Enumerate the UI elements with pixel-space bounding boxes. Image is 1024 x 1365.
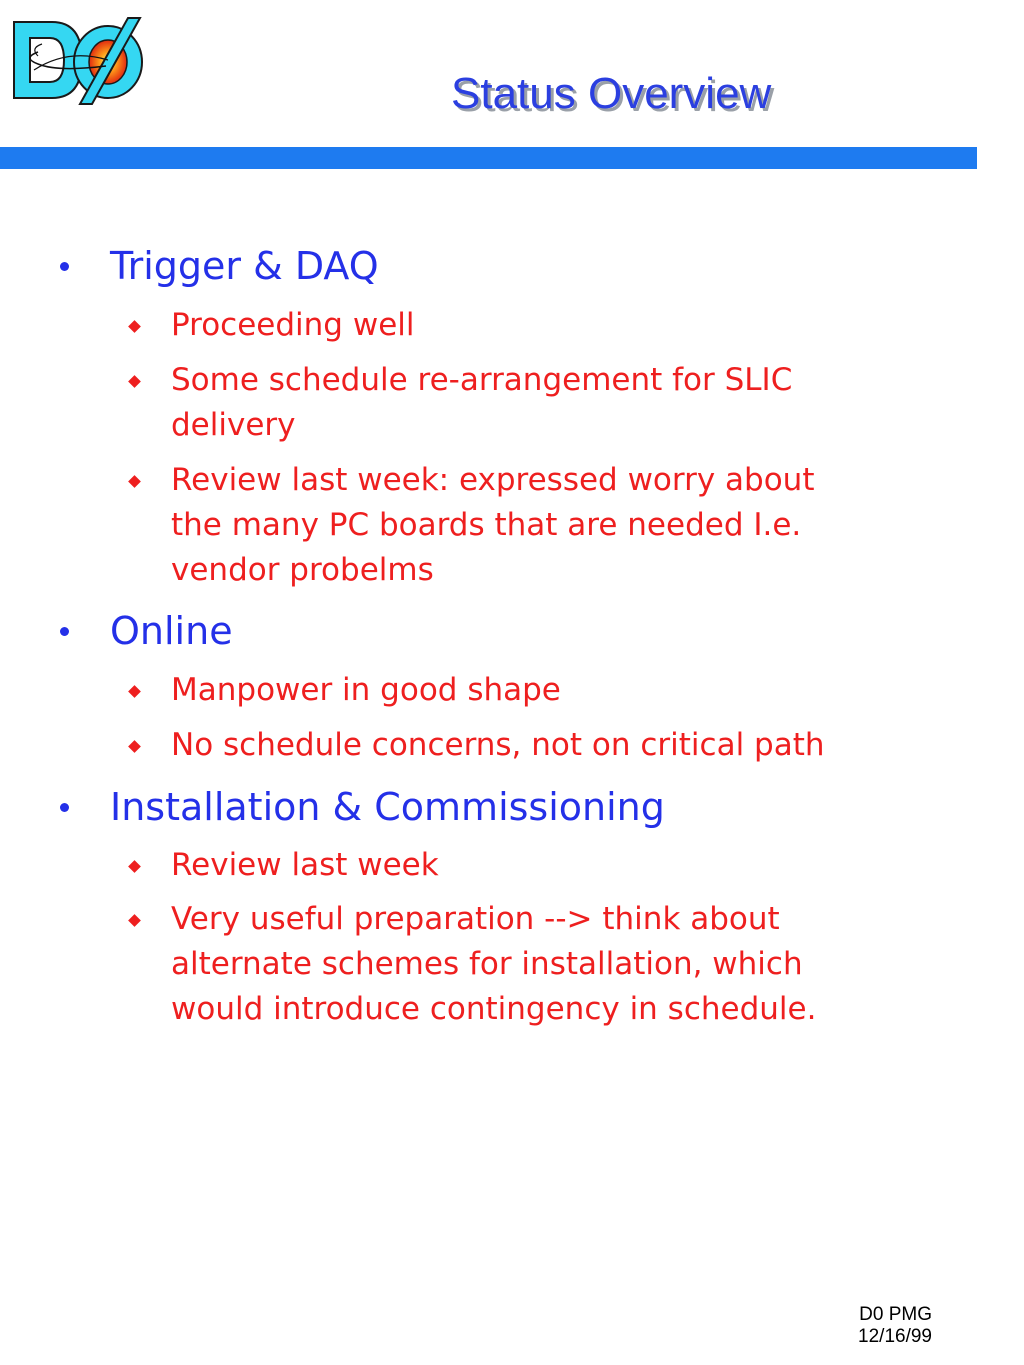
diamond-bullet-icon bbox=[128, 860, 141, 873]
bullet-heading: Online bbox=[110, 609, 233, 653]
sub-bullet-text: No schedule concerns, not on critical path bbox=[171, 727, 825, 763]
d0-logo bbox=[8, 14, 148, 106]
bullet-heading: Trigger & DAQ bbox=[110, 244, 379, 288]
sub-bullet-text: Review last week: expressed worry about the many PC boards that are needed I.e. vendor probelms bbox=[171, 462, 815, 588]
bullet-dot-icon bbox=[60, 262, 69, 271]
title-underline-bar bbox=[0, 147, 977, 169]
d0-logo-icon bbox=[8, 14, 148, 106]
diamond-bullet-icon bbox=[128, 375, 141, 388]
slide-footer bbox=[858, 1304, 932, 1348]
diamond-bullet-icon bbox=[128, 740, 141, 753]
sub-bullet-text: Review last week bbox=[171, 847, 439, 883]
footer-org: D0 PMG bbox=[859, 1304, 932, 1325]
diamond-bullet-icon bbox=[128, 475, 141, 488]
diamond-bullet-icon bbox=[128, 914, 141, 927]
sub-bullet-text: Proceeding well bbox=[171, 307, 415, 343]
sub-bullet-text: Manpower in good shape bbox=[171, 672, 561, 708]
sub-bullet-text: Some schedule re-arrangement for SLIC delivery bbox=[171, 362, 793, 443]
footer-date: 12/16/99 bbox=[858, 1326, 932, 1347]
bullet-dot-icon bbox=[60, 803, 69, 812]
bullet-dot-icon bbox=[60, 627, 69, 636]
sub-bullet-text: Very useful preparation --> think about alternate schemes for installation, which would introduce contingency in schedule. bbox=[171, 901, 817, 1027]
diamond-bullet-icon bbox=[128, 320, 141, 333]
bullet-heading: Installation & Commissioning bbox=[110, 785, 665, 829]
slide-title: Status Overview bbox=[451, 69, 772, 118]
diamond-bullet-icon bbox=[128, 685, 141, 698]
